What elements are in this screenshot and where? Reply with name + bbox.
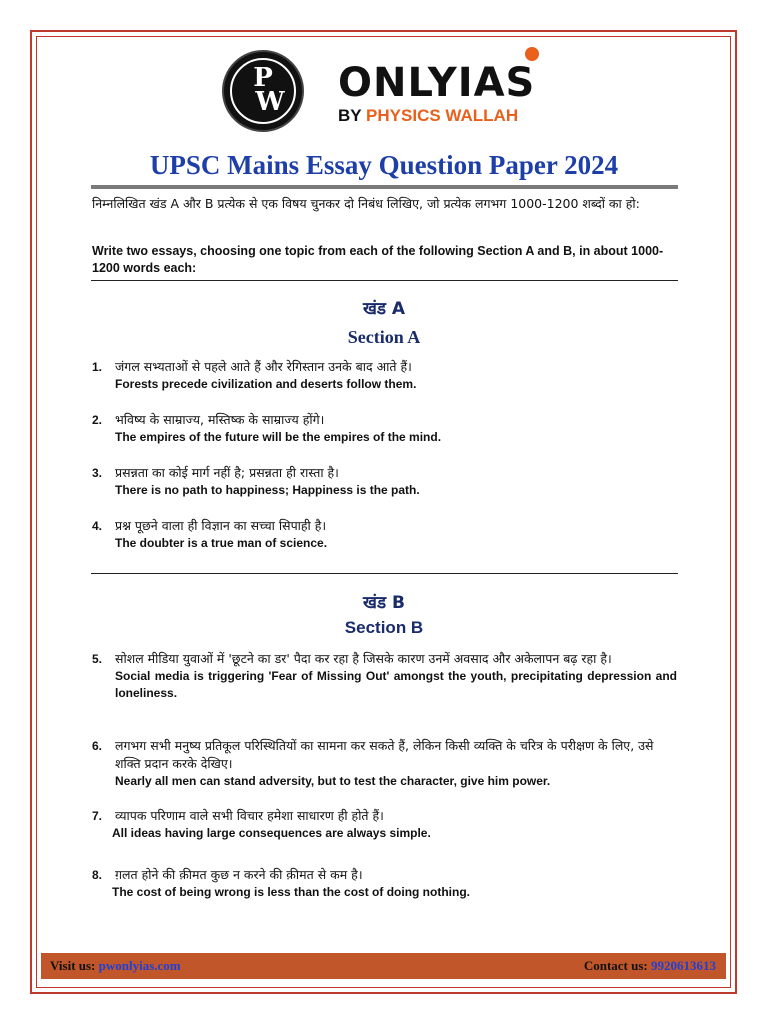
- brand-dot-icon: [525, 47, 539, 61]
- question-number: 3.: [92, 466, 103, 480]
- question-number: 6.: [92, 739, 103, 753]
- question-english: Social media is triggering 'Fear of Missing Out' amongst the youth, precipitating depression and loneliness.: [115, 669, 677, 700]
- question-hindi: प्रश्न पूछने वाला ही विज्ञान का सच्चा सिपाही है।: [115, 518, 327, 533]
- question-english: The empires of the future will be the empires of the mind.: [115, 430, 442, 444]
- pw-logo-letters: [224, 63, 302, 117]
- footer-bar: [41, 953, 726, 979]
- brand-name: ONLYIAS: [338, 60, 536, 106]
- website-link[interactable]: pwonlyias.com: [98, 958, 181, 973]
- page-title: UPSC Mains Essay Question Paper 2024: [149, 150, 619, 180]
- question-8: [92, 866, 677, 901]
- brand-sub-prefix: BY: [338, 106, 367, 125]
- section-b-hindi-heading: खंड B: [363, 593, 405, 613]
- pw-logo-letter-top: P: [253, 63, 273, 93]
- title-divider: [91, 185, 678, 189]
- footer-visit: [50, 958, 181, 974]
- question-7: [92, 807, 677, 842]
- question-english: Nearly all men can stand adversity, but to test the character, give him power.: [115, 774, 551, 788]
- question-hindi: भविष्य के साम्राज्य, मस्तिष्क के साम्राज्य होंगे।: [115, 412, 325, 427]
- instructions-hindi: निम्नलिखित खंड A और B प्रत्येक से एक विषय चुनकर दो निबंध लिखिए, जो प्रत्येक लगभग 1000-1200 शब्दों का हो:: [92, 196, 640, 211]
- question-number: 7.: [92, 809, 103, 823]
- question-english: All ideas having large consequences are always simple.: [112, 826, 431, 840]
- question-number: 4.: [92, 519, 103, 533]
- question-english: The cost of being wrong is less than the cost of doing nothing.: [112, 885, 470, 899]
- question-number: 5.: [92, 652, 103, 666]
- section-divider: [91, 573, 678, 574]
- instructions-english: Write two essays, choosing one topic from each of the following Section A and B, in about 1000-1200 words each:: [92, 244, 664, 275]
- question-6: [92, 737, 677, 790]
- question-4: [92, 517, 677, 552]
- question-hindi: व्यापक परिणाम वाले सभी विचार हमेशा साधारण ही होते हैं।: [115, 808, 384, 823]
- section-b-english-heading: Section B: [344, 618, 424, 637]
- pw-logo: [222, 50, 304, 132]
- question-number: 8.: [92, 868, 103, 882]
- instructions-divider: [91, 280, 678, 281]
- question-hindi: सोशल मीडिया युवाओं में 'छूटने का डर' पैदा कर रहा है जिसके कारण उनमें अवसाद और अकेलापन बढ़ रहा है।: [115, 651, 612, 666]
- question-2: [92, 411, 677, 446]
- question-1: [92, 358, 677, 393]
- question-hindi: ग़लत होने की क़ीमत कुछ न करने की क़ीमत से कम है।: [115, 867, 363, 882]
- section-a-english-heading: Section A: [347, 327, 421, 347]
- question-number: 2.: [92, 413, 103, 427]
- question-english: There is no path to happiness; Happiness is the path.: [115, 483, 420, 497]
- question-hindi: प्रसन्नता का कोई मार्ग नहीं है; प्रसन्नता ही रास्ता है।: [115, 465, 339, 480]
- brand-sub-accent: PHYSICS WALLAH: [366, 106, 519, 125]
- question-english: The doubter is a true man of science.: [115, 536, 328, 550]
- section-a-hindi-heading: खंड A: [362, 299, 406, 319]
- brand-wordmark: [338, 60, 558, 126]
- question-5: [92, 650, 677, 702]
- contact-number-link[interactable]: 9920613613: [651, 958, 716, 973]
- question-hindi: जंगल सभ्यताओं से पहले आते हैं और रेगिस्तान उनके बाद आते हैं।: [115, 359, 412, 374]
- question-english: Forests precede civilization and deserts follow them.: [115, 377, 417, 391]
- footer-contact: [584, 958, 716, 974]
- brand-subtitle: [338, 106, 558, 126]
- pw-logo-letter-bottom: W: [255, 87, 285, 117]
- question-3: [92, 464, 677, 499]
- contact-label: Contact us:: [583, 958, 651, 973]
- question-hindi: लगभग सभी मनुष्य प्रतिकूल परिस्थितियों का सामना कर सकते हैं, लेकिन किसी व्यक्ति के चरित्र के परीक्षण के लिए, उसे शक्ति प्रदान करके देखिए।: [115, 738, 654, 771]
- question-number: 1.: [92, 360, 103, 374]
- visit-label: Visit us:: [50, 958, 99, 973]
